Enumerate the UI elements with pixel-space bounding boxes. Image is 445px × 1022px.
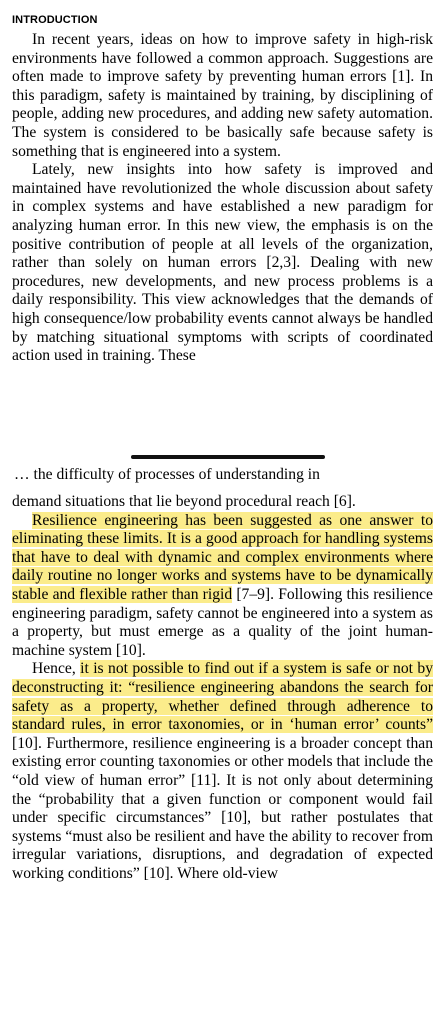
highlighted-text: it is not possible to find out if a system is safe or not by deconstructing it: “resilience engineering abandons the search for safety as a property, whether defined through adherence to standard rules, in error taxonomies, or in ‘human error’ counts” — [12, 660, 433, 734]
clipped-text: … the difficulty of processes of understanding in — [14, 466, 320, 483]
paragraph-1: In recent years, ideas on how to improve safety in high-risk environments have followed a common approach. Suggestions are often made to improve safety by preventing human errors [1]. In this paradigm, safety is maintained by training, by disciplining of people, adding new procedures, and adding new safety automation. The system is considered to be basically safe because safety is something that is engineered into a system. — [12, 31, 433, 160]
paragraph-2: Lately, new insights into how safety is improved and maintained have revolutionized the whole discussion about safety in complex systems and have established a new paradigm for analyzing human error. In this new view, the emphasis is on the positive contribution of people at all levels of the organization, rather than solely on human errors [2,3]. Dealing with new procedures, new developments, and new process problems is a daily responsibility. This view acknowledges that the demands of high consequence/low probability events cannot always be handled by matching situational symptoms with scripts of coordinated action used in training. These — [12, 161, 433, 365]
clipped-text-line — [14, 466, 432, 486]
paragraph-5-start: Hence, — [32, 660, 81, 678]
highlighted-text: Resilience engineering has been suggested as one answer to eliminating these limits. It is a good approach for handling systems that have to deal with dynamic and complex environments where daily routine no longer works and systems have to be dynamically stable and flexible rather than rigid — [12, 511, 433, 603]
paragraph-4 — [12, 512, 433, 661]
paragraph-5-rest: [10]. Furthermore, resilience engineering is a broader concept than existing error counting taxonomies or other models that include the “old view of human error” [11]. It is not only about determining the “probability that a given function or component would fail under specific circumstances” [10], but rather postulates that systems “must also be resilient and have the ability to recover from irregular variations, disruptions, and degradation of expected working conditions” [10]. Where old-view — [12, 734, 433, 882]
bottom-body-text — [12, 493, 433, 883]
page-divider-bar — [131, 455, 325, 459]
paragraph-4-rest: [7–9]. Following this resilience engineering paradigm, safety cannot be engineered into a system as a property, but must emerge as a quality of the joint human-machine system [10]. — [12, 585, 433, 659]
paragraph-3: demand situations that lie beyond procedural reach [6]. — [12, 493, 356, 510]
section-heading: INTRODUCTION — [12, 14, 98, 26]
top-body-text — [12, 31, 433, 468]
page-top-section — [0, 0, 445, 478]
paragraph-5 — [12, 660, 433, 883]
